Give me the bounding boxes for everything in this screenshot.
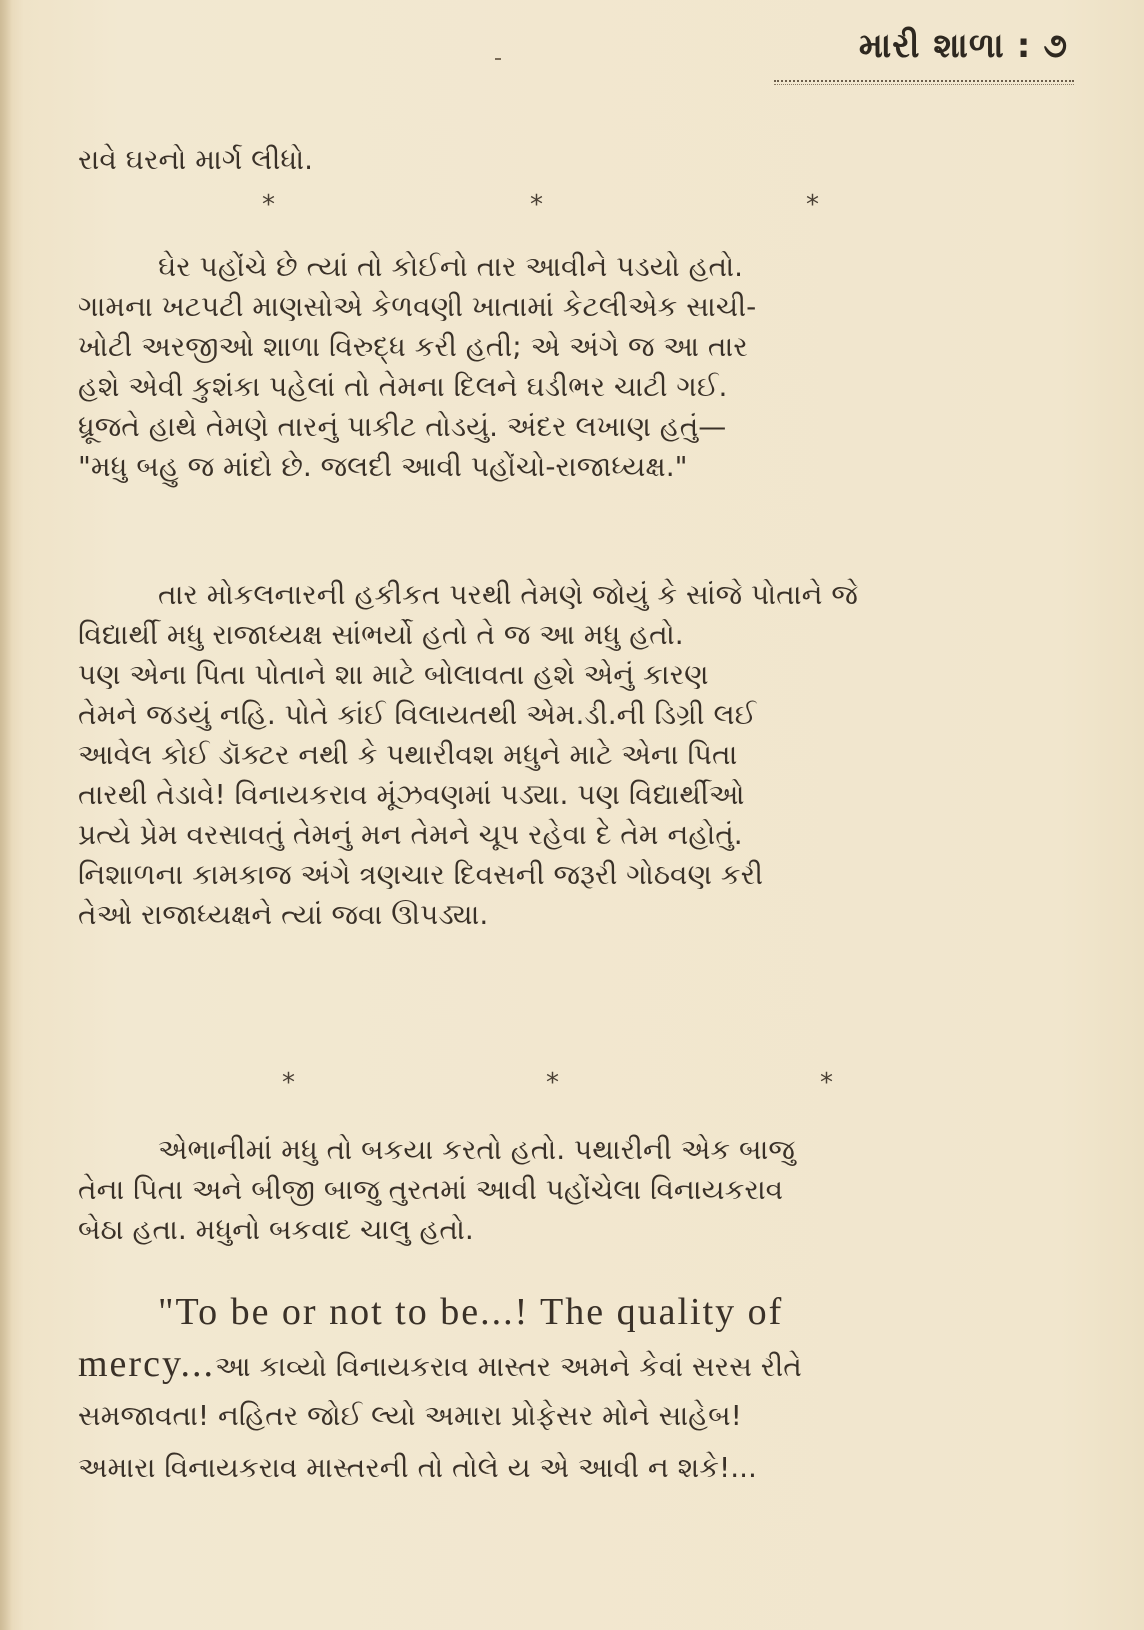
section-break-star: * — [546, 1068, 559, 1098]
section-break-star: * — [282, 1068, 295, 1098]
text-line: બેઠા હતા. મધુનો બકવાદ ચાલુ હતો. — [78, 1213, 474, 1246]
text-line: આવેલ કોઈ ડૉક્ટર નથી કે પથારીવશ મધુને માટે એના પિતા — [78, 738, 738, 771]
section-break-star: * — [530, 190, 543, 220]
running-head-title: મારી શાળા — [858, 26, 1005, 66]
section-break-2 — [0, 1068, 1144, 1098]
text-line: તેના પિતા અને બીજી બાજુ તુરતમાં આવી પહોંચેલા વિનાયકરાવ — [78, 1173, 784, 1206]
section-break-star: * — [820, 1068, 833, 1098]
text-line: ગામના ખટપટી માણસોએ કેળવણી ખાતામાં કેટલીએક સાચી- — [78, 290, 757, 323]
running-head-separator: : — [1016, 26, 1032, 66]
section-break-star: * — [806, 190, 819, 220]
section-break-star: * — [262, 190, 275, 220]
paragraph-3 — [78, 1130, 1054, 1250]
paragraph-4 — [78, 1286, 1054, 1494]
paragraph-2 — [78, 575, 1054, 935]
text-line: ધ્રૂજતે હાથે તેમણે તારનું પાકીટ તોડયું. અંદર લખાણ હતું— — [78, 410, 727, 443]
text-line: ઘેર પહોંચે છે ત્યાં તો કોઈનો તાર આવીને પડયો હતો. — [158, 250, 743, 283]
page-number: ૭ — [1043, 26, 1068, 66]
text-line: રાવે ઘરનો માર્ગ લીધો. — [78, 143, 314, 176]
text-line: નિશાળના કામકાજ અંગે ત્રણચાર દિવસની જરૂરી ગોઠવણ કરી — [78, 858, 764, 891]
running-head-rule-lower — [774, 84, 1074, 85]
text-fragment: આ કાવ્યો વિનાયકરાવ માસ્તર અમને કેવાં સરસ રીતે — [214, 1350, 802, 1383]
text-line — [78, 1338, 1054, 1390]
text-line: "મધુ બહુ જ માંદો છે. જલદી આવી પહોંચો-રાજાધ્યક્ષ." — [78, 450, 688, 483]
binding-shadow — [0, 0, 12, 1630]
text-line: પ્રત્યે પ્રેમ વરસાવતું તેમનું મન તેમને ચૂપ રહેવા દે તેમ નહોતું. — [78, 818, 743, 851]
text-line: તેઓ રાજાધ્યક્ષને ત્યાં જવા ઊપડ્યા. — [78, 898, 489, 931]
text-line: પણ એના પિતા પોતાને શા માટે બોલાવતા હશે એનું કારણ — [78, 658, 709, 691]
section-break-1 — [0, 190, 1144, 220]
opening-line — [78, 140, 1054, 180]
quoted-english-fragment: mercy... — [78, 1343, 215, 1385]
text-line: સમજાવતા! નહિતર જોઈ લ્યો અમારા પ્રોફેસર મોને સાહેબ! — [78, 1399, 742, 1432]
text-line: અમારા વિનાયકરાવ માસ્તરની તો તોલે ય એ આવી ન શકે!... — [78, 1451, 757, 1484]
text-line: ખોટી અરજીઓ શાળા વિરુદ્ધ કરી હતી; એ અંગે જ આ તાર — [78, 330, 748, 363]
text-line: તારથી તેડાવે! વિનાયકરાવ મૂંઝવણમાં પડ્યા. પણ વિદ્યાર્થીઓ — [78, 778, 745, 811]
running-head — [859, 26, 1068, 66]
print-speck — [495, 58, 501, 60]
quoted-english-line: "To be or not to be...! The quality of — [158, 1291, 784, 1333]
text-line: વિદ્યાર્થી મધુ રાજાધ્યક્ષ સાંભર્યો હતો તે જ આ મધુ હતો. — [78, 618, 684, 651]
paragraph-1 — [78, 247, 1054, 487]
running-head-rule — [774, 80, 1074, 82]
text-line: એભાનીમાં મધુ તો બકયા કરતો હતો. પથારીની એક બાજુ — [158, 1133, 795, 1166]
text-line: તેમને જડયું નહિ. પોતે કાંઈ વિલાયતથી એમ.ડી.ની ડિગ્રી લઈ — [78, 698, 757, 731]
text-line: તાર મોકલનારની હકીકત પરથી તેમણે જોયું કે સાંજે પોતાને જે — [158, 578, 858, 611]
text-line: હશે એવી કુશંકા પહેલાં તો તેમના દિલને ઘડીભર ચાટી ગઈ. — [78, 370, 728, 403]
